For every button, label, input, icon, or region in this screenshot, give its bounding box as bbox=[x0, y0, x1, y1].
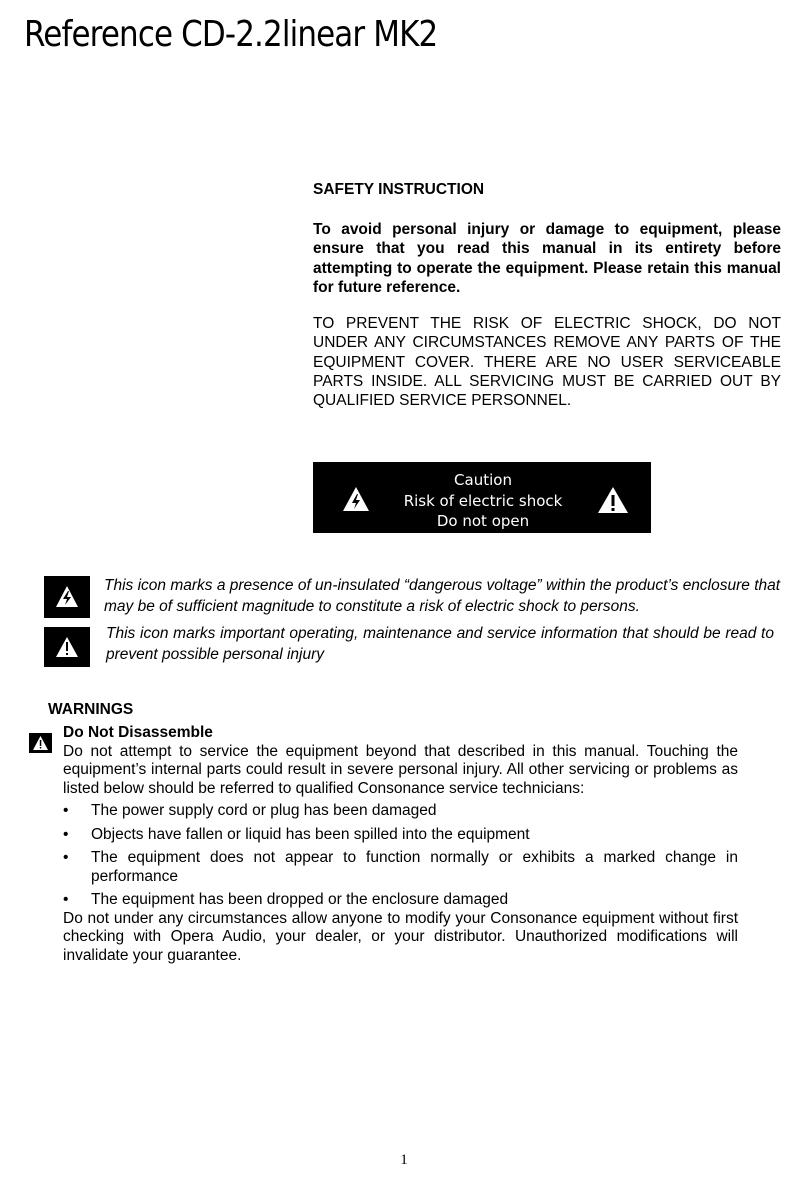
safety-intro: To avoid personal injury or damage to equipment, please ensure that you read this manual in its entirety before attempting to operate the equipment. Please retain this manual for future reference. bbox=[313, 221, 781, 296]
warning-closing: Do not under any circumstances allow anyone to modify your Consonance equipment without first checking with Opera Audio, your dealer, or your distributor. Unauthorized modifications will invalidate your guarantee. bbox=[63, 909, 738, 964]
list-item: • The power supply cord or plug has been damaged bbox=[63, 802, 437, 819]
warnings-heading: WARNINGS bbox=[48, 701, 134, 718]
page-title: Reference CD-2.2linear MK2 bbox=[24, 14, 438, 55]
page-number: 1 bbox=[400, 1152, 408, 1168]
caution-line: Caution bbox=[454, 471, 512, 489]
bullet-icon: • bbox=[63, 802, 69, 819]
voltage-warning-icon bbox=[44, 576, 90, 618]
warning-subheading: Do Not Disassemble bbox=[63, 724, 213, 741]
bullet-icon: • bbox=[63, 825, 69, 843]
list-item: • The equipment has been dropped or the enclosure damaged bbox=[63, 891, 509, 908]
caution-label bbox=[313, 462, 651, 533]
bullet-icon: • bbox=[63, 891, 69, 908]
caution-info-icon bbox=[44, 627, 90, 667]
warning-body: Do not attempt to service the equipment beyond that described in this manual. Touching the equipment’s internal parts could result in severe personal injury. All other servicing or problems as listed below should be referred to qualified Consonance service technicians: bbox=[63, 742, 738, 797]
caution-line: Do not open bbox=[436, 512, 530, 530]
lightning-triangle-icon bbox=[342, 486, 370, 512]
safety-heading: SAFETY INSTRUCTION bbox=[313, 181, 485, 198]
caution-line: Risk of electric shock bbox=[403, 491, 563, 510]
warning-list bbox=[63, 802, 738, 910]
shock-notice: TO PREVENT THE RISK OF ELECTRIC SHOCK, DO NOT UNDER ANY CIRCUMSTANCES REMOVE ANY PARTS OF THE EQUIPMENT COVER. THERE ARE NO USER SERVICEABLE PARTS INSIDE. ALL SERVICING MUST BE CARRIED OUT BY QUALIFIED SERVICE PERSONNEL. bbox=[313, 315, 781, 410]
list-item: • The equipment does not appear to function normally or exhibits a marked change in performance bbox=[63, 849, 738, 885]
exclamation-triangle-icon bbox=[597, 486, 629, 514]
warning-triangle-icon bbox=[29, 733, 52, 753]
list-item: • Objects have fallen or liquid has been spilled into the equipment bbox=[63, 825, 530, 843]
voltage-icon-description: This icon marks a presence of un-insulated “dangerous voltage” within the product’s enclosure that may be of sufficient magnitude to constitute a risk of electric shock to persons. bbox=[104, 577, 781, 615]
info-icon-description: This icon marks important operating, maintenance and service information that should be read to prevent possible personal injury bbox=[106, 625, 774, 663]
bullet-icon: • bbox=[63, 849, 69, 866]
warnings-section bbox=[63, 724, 738, 965]
